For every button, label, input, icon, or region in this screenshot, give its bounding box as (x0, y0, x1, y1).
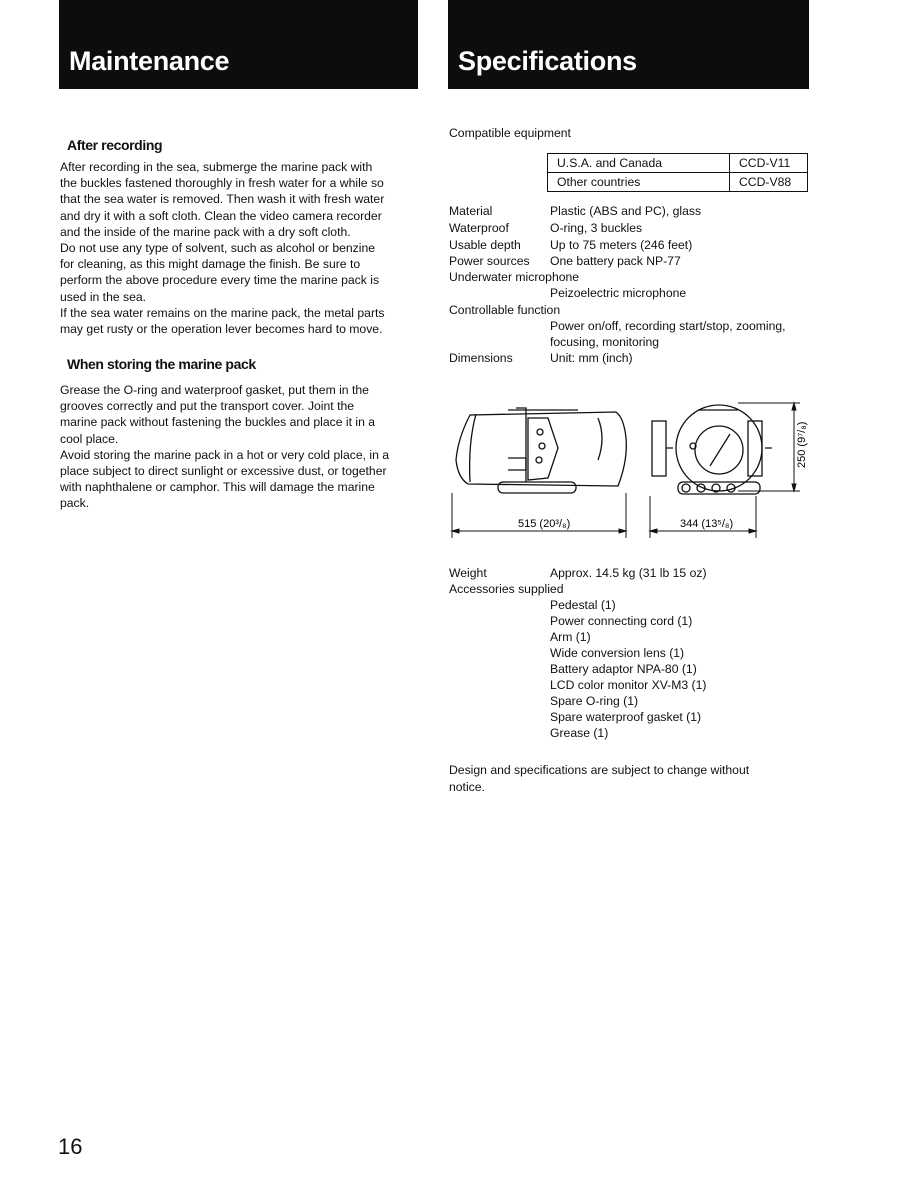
power-label: Power sources (449, 254, 530, 268)
text-line: for cleaning, as this might damage the finish. Be sure to (60, 257, 361, 272)
weight-label: Weight (449, 566, 487, 580)
accessory-item: Wide conversion lens (1) (550, 646, 685, 660)
text-line: used in the sea. (60, 289, 147, 304)
accessory-item: Arm (1) (550, 630, 591, 644)
accessory-item: LCD color monitor XV-M3 (1) (550, 678, 707, 692)
compatible-equipment-table (547, 153, 808, 192)
page-number: 16 (58, 1134, 83, 1159)
after-recording-text (60, 159, 384, 337)
storing-heading: When storing the marine pack (67, 356, 256, 372)
weight-value: Approx. 14.5 kg (31 lb 15 oz) (550, 566, 707, 580)
marine-pack-diagram (448, 398, 818, 543)
dimension-height-label: 250 (9⁷/₈) (796, 421, 808, 468)
text-line: Avoid storing the marine pack in a hot or very cold place, in a (60, 447, 390, 462)
table-cell-model: CCD-V88 (730, 173, 808, 192)
accessory-item: Spare waterproof gasket (1) (550, 710, 702, 724)
material-label: Material (449, 204, 493, 218)
dimensions-value: Unit: mm (inch) (550, 351, 633, 365)
depth-label: Usable depth (449, 238, 521, 252)
text-line: may get rusty or the operation lever becomes hard to move. (60, 322, 383, 337)
text-line: pack. (60, 496, 90, 511)
front-view-drawing (652, 405, 772, 494)
text-line: the buckles fastened thoroughly in fresh water for a while so (60, 176, 384, 191)
specifications-banner (448, 0, 809, 89)
text-line: with naphthalene or camphor. This will damage the marine (60, 480, 375, 495)
text-line: If the sea water remains on the marine pack, the metal parts (60, 305, 385, 320)
accessory-item: Pedestal (1) (550, 598, 616, 612)
table-row (548, 154, 808, 173)
compatible-equipment-label: Compatible equipment (449, 126, 571, 140)
text-line: marine pack without fastening the buckles and place it in a (60, 415, 376, 430)
accessory-item: Spare O-ring (1) (550, 694, 639, 708)
function-label: Controllable function (449, 303, 561, 317)
text-line: cool place. (60, 431, 119, 446)
dimension-depth-label: 344 (13⁵/₈) (680, 518, 734, 530)
depth-value: Up to 75 meters (246 feet) (550, 238, 693, 252)
material-value: Plastic (ABS and PC), glass (550, 204, 702, 218)
side-view-drawing (456, 408, 626, 493)
dimensions-label: Dimensions (449, 351, 513, 365)
table-cell-region: U.S.A. and Canada (548, 154, 730, 173)
text-line: grooves correctly and put the transport cover. Joint the (60, 399, 355, 414)
spec-list-lower (449, 565, 809, 745)
waterproof-value: O-ring, 3 buckles (550, 221, 643, 235)
notice-line: notice. (449, 780, 485, 794)
maintenance-banner (59, 0, 418, 89)
accessory-item: Grease (1) (550, 726, 609, 740)
dimension-width-label: 515 (20³/₈) (518, 518, 571, 530)
accessory-item: Power connecting cord (1) (550, 614, 693, 628)
text-line: After recording in the sea, submerge the marine pack with (60, 160, 373, 174)
microphone-label: Underwater microphone (449, 270, 580, 284)
function-value-line-2: focusing, monitoring (550, 335, 660, 349)
text-line: and dry it with a soft cloth. Clean the video camera recorder (60, 208, 382, 223)
after-recording-heading: After recording (67, 137, 163, 153)
power-value: One battery pack NP-77 (550, 254, 681, 268)
storing-text (60, 382, 389, 512)
function-value-line-1: Power on/off, recording start/stop, zooming, (550, 319, 786, 333)
table-cell-region: Other countries (548, 173, 730, 192)
accessories-label: Accessories supplied (449, 582, 564, 596)
text-line: Do not use any type of solvent, such as alcohol or benzine (60, 241, 376, 256)
accessory-item: Battery adaptor NPA-80 (1) (550, 662, 697, 676)
text-line: place subject to direct sunlight or excessive dust, or together (60, 464, 387, 479)
text-line: Grease the O-ring and waterproof gasket, put them in the (60, 383, 369, 397)
table-cell-model: CCD-V11 (730, 154, 808, 173)
text-line: and the inside of the marine pack with a dry soft cloth. (60, 224, 351, 239)
text-line: that the sea water is removed. Then wash it with fresh water (60, 192, 385, 207)
text-line: perform the above procedure every time the marine pack is (60, 273, 380, 288)
table-row (548, 173, 808, 192)
waterproof-label: Waterproof (449, 221, 509, 235)
notice-line: Design and specifications are subject to change without (449, 763, 750, 777)
change-notice (449, 762, 749, 796)
maintenance-title: Maintenance (69, 46, 230, 76)
specifications-title: Specifications (458, 46, 637, 76)
spec-list (449, 203, 809, 373)
microphone-value: Peizoelectric microphone (550, 286, 687, 300)
